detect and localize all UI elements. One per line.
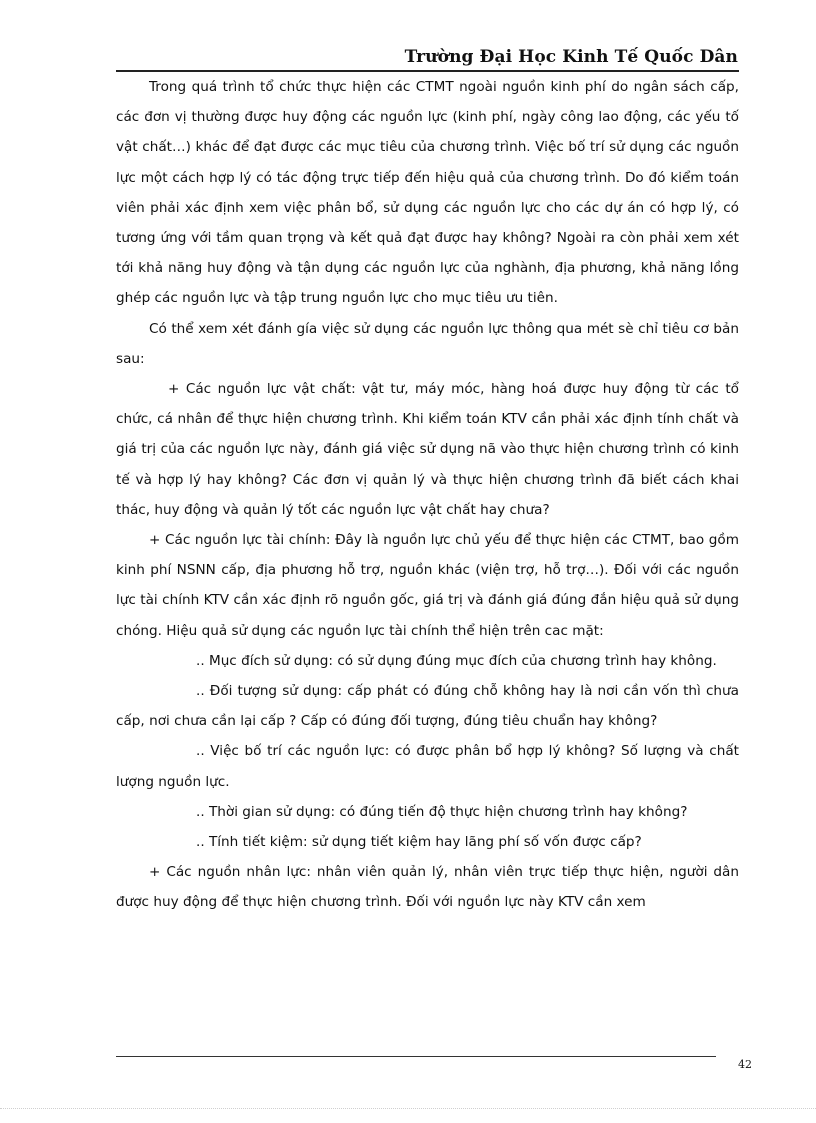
subitem-time-of-use: .. Thời gian sử dụng: có đúng tiến độ thực hiện chương trình hay không?: [196, 803, 688, 820]
footer-divider: [116, 1056, 716, 1057]
paragraph-indicators-intro: Có thể xem xét đánh gía việc sử dụng các nguồn lực thông qua mét sè chỉ tiêu cơ bản sau:: [116, 320, 739, 367]
bullet-material-resources: + Các nguồn lực vật chất: vật tư, máy móc, hàng hoá được huy động từ các tổ chức, cá nhân để thực hiện chương trình. Khi kiểm toán KTV cần phải xác định tính chất và giá trị của các nguồn lực này, đánh giá việc sử dụng nã vào thực hiện chương trình có kinh tế và hợp lý hay không? Các đơn vị quản lý và thực hiện chương trình đã biết cách khai thác, huy động và quản lý tốt các nguồn lực vật chất hay chưa?: [116, 381, 739, 518]
document-body: [116, 72, 739, 918]
bullet-financial-resources: + Các nguồn lực tài chính: Đây là nguồn lực chủ yếu để thực hiện các CTMT, bao gồm kinh phí NSNN cấp, địa phương hỗ trợ, nguồn khác (viện trợ, hỗ trợ…). Đối với các nguồn lực tài chính KTV cần xác định rõ nguồn gốc, giá trị và đánh giá đúng đắn hiệu quả sử dụng chóng. Hiệu quả sử dụng các nguồn lực tài chính thể hiện trên cac mặt:: [116, 532, 739, 639]
page-number: 42: [738, 1058, 752, 1071]
bullet-human-resources: + Các nguồn nhân lực: nhân viên quản lý, nhân viên trực tiếp thực hiện, người dân được huy động để thực hiện chương trình. Đối với nguồn lực này KTV cần xem: [116, 864, 739, 911]
subitem-resource-allocation: .. Việc bố trí các nguồn lực: có được phân bổ hợp lý không? Số lượng và chất lượng nguồn lực.: [116, 743, 739, 790]
subitem-savings: .. Tính tiết kiệm: sử dụng tiết kiệm hay lãng phí số vốn được cấp?: [196, 834, 642, 851]
subitem-purpose-of-use: .. Mục đích sử dụng: có sử dụng đúng mục đích của chương trình hay không.: [196, 652, 717, 669]
subitem-users: .. Đối tượng sử dụng: cấp phát có đúng chỗ không hay là nơi cần vốn thì chưa cấp, nơi chưa cần lại cấp ? Cấp có đúng đối tượng, đúng tiêu chuẩn hay không?: [116, 683, 739, 730]
page-bottom-border: [0, 1108, 816, 1109]
paragraph-resources-intro: Trong quá trình tổ chức thực hiện các CTMT ngoài nguồn kinh phí do ngân sách cấp, các đơn vị thường được huy động các nguồn lực (kinh phí, ngày công lao động, các yếu tố vật chất…) khác để đạt được các mục tiêu của chương trình. Việc bố trí sử dụng các nguồn lực một cách hợp lý có tác động trực tiếp đến hiệu quả của chương trình. Do đó kiểm toán viên phải xác định xem việc phân bổ, sử dụng các nguồn lực cho các dự án có hợp lý, có tương ứng với tầm quan trọng và kết quả đạt được hay không? Ngoài ra còn phải xem xét tới khả năng huy động và tận dụng các nguồn lực của nghành, địa phương, khả năng lồng ghép các nguồn lực và tập trung nguồn lực cho mục tiêu ưu tiên.: [116, 79, 739, 307]
page-header-title: Trường Đại Học Kinh Tế Quốc Dân: [404, 47, 738, 67]
